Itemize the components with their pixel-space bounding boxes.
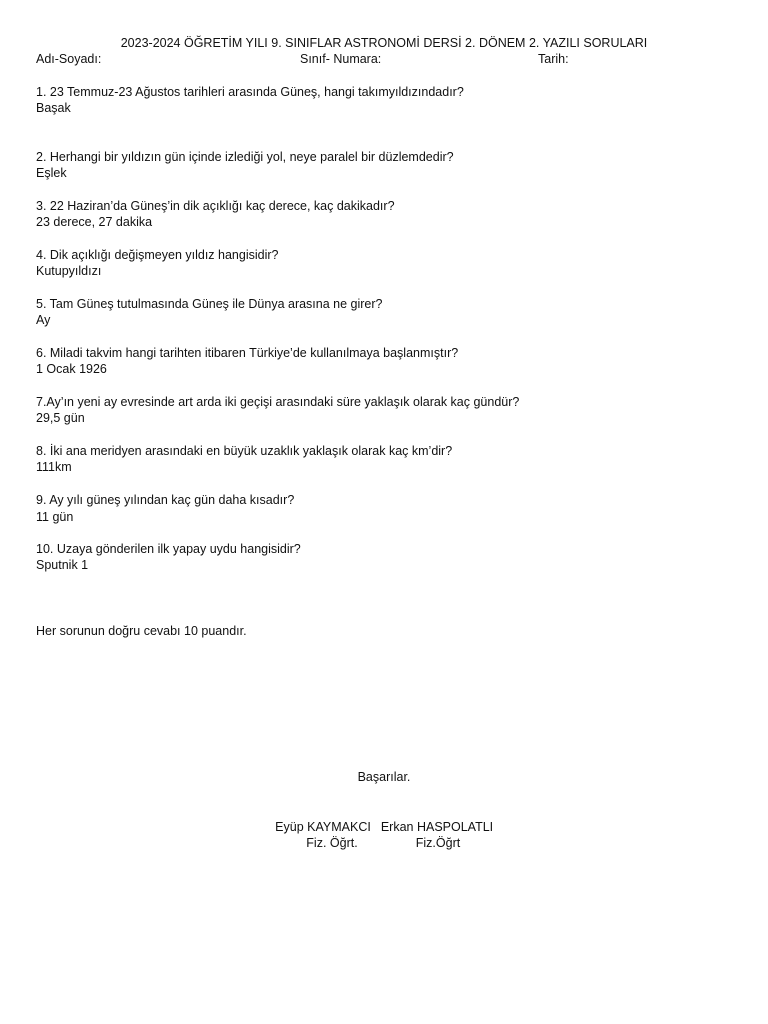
question-6: 6. Miladi takvim hangi tarihten itibaren Türkiye’de kullanılmaya başlanmıştır?	[36, 346, 459, 360]
name-label: Adı-Soyadı:	[36, 52, 102, 66]
answer-6: 1 Ocak 1926	[36, 362, 107, 376]
answer-2: Eşlek	[36, 166, 67, 180]
class-number-label: Sınıf- Numara:	[300, 52, 382, 66]
teacher-2-name: Erkan HASPOLATLI	[380, 820, 494, 834]
answer-3: 23 derece, 27 dakika	[36, 215, 153, 229]
question-8: 8. İki ana meridyen arasındaki en büyük uzaklık yaklaşık olarak kaç km’dir?	[36, 444, 453, 458]
question-9: 9. Ay yılı güneş yılından kaç gün daha kısadır?	[36, 493, 295, 507]
question-4: 4. Dik açıklığı değişmeyen yıldız hangisidir?	[36, 248, 279, 262]
answer-4: Kutupyıldızı	[36, 264, 102, 278]
question-7: 7.Ay’ın yeni ay evresinde art arda iki geçişi arasındaki süre yaklaşık olarak kaç gündür?	[36, 395, 520, 409]
answer-10: Sputnik 1	[36, 558, 89, 572]
teacher-1-name: Eyüp KAYMAKCI	[275, 820, 371, 834]
closing-text: Başarılar.	[357, 770, 411, 784]
answer-8: 111km	[36, 460, 72, 474]
answer-1: Başak	[36, 101, 71, 115]
question-10: 10. Uzaya gönderilen ilk yapay uydu hangisidir?	[36, 542, 301, 556]
answer-9: 11 gün	[36, 510, 74, 524]
scoring-note: Her sorunun doğru cevabı 10 puandır.	[36, 624, 247, 638]
answer-7: 29,5 gün	[36, 411, 85, 425]
teacher-2-title: Fiz.Öğrt	[415, 836, 461, 850]
teacher-1-title: Fiz. Öğrt.	[306, 836, 358, 850]
question-2: 2. Herhangi bir yıldızın gün içinde izlediği yol, neye paralel bir düzlemdedir?	[36, 150, 454, 164]
date-label: Tarih:	[538, 52, 569, 66]
page-title: 2023-2024 ÖĞRETİM YILI 9. SINIFLAR ASTRONOMİ DERSİ 2. DÖNEM 2. YAZILI SORULARI	[120, 36, 648, 50]
question-1: 1. 23 Temmuz-23 Ağustos tarihleri arasında Güneş, hangi takımyıldızındadır?	[36, 85, 464, 99]
question-5: 5. Tam Güneş tutulmasında Güneş ile Dünya arasına ne girer?	[36, 297, 383, 311]
answer-5: Ay	[36, 313, 51, 327]
question-3: 3. 22 Haziran’da Güneş’in dik açıklığı kaç derece, kaç dakikadır?	[36, 199, 395, 213]
